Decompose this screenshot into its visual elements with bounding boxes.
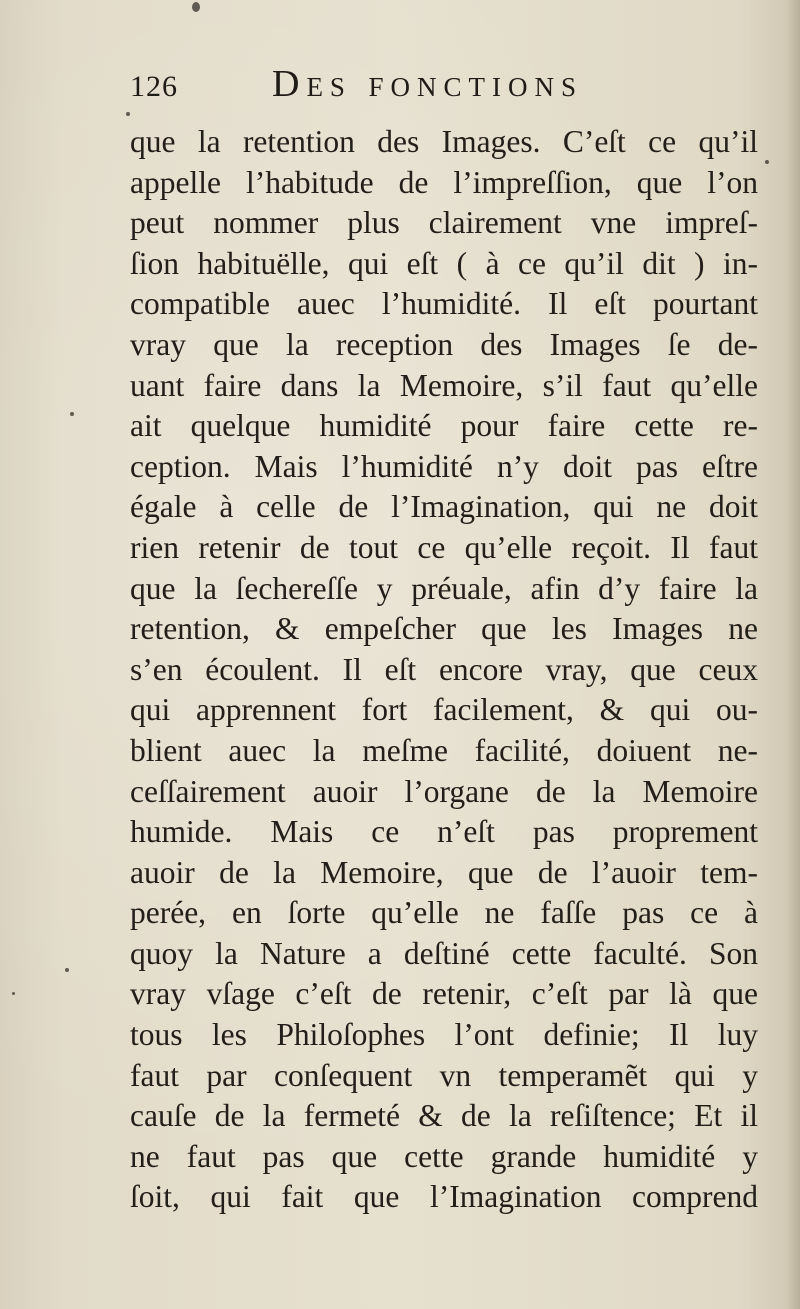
text-line: perée, en ſorte qu’elle ne faſſe pas ce à — [130, 895, 758, 931]
text-line: appelle l’habitude de l’impreſſion, que l’on — [130, 164, 758, 200]
text-line: vray vſage c’eſt de retenir, c’eſt par là que — [130, 976, 758, 1012]
text-line: ſoit, qui fait que l’Imagination comprend — [130, 1179, 758, 1215]
body-text — [130, 122, 758, 1218]
page-edge-shadow — [786, 0, 800, 1309]
text-line: faut par conſequent vn temperamẽt qui y — [130, 1057, 758, 1093]
ink-speck — [126, 112, 130, 116]
text-line: tous les Philoſophes l’ont definie; Il luy — [130, 1017, 758, 1053]
text-line: uant faire dans la Memoire, s’il faut qu’elle — [130, 367, 758, 403]
ink-speck — [192, 2, 200, 12]
text-line: ception. Mais l’humidité n’y doit pas eſtre — [130, 448, 758, 484]
text-line: peut nommer plus clairement vne impreſ- — [130, 205, 758, 241]
text-line: auoir de la Memoire, que de l’auoir tem- — [130, 854, 758, 890]
page-header — [130, 62, 770, 112]
text-line: ceſſairement auoir l’organe de la Memoire — [130, 773, 758, 809]
text-line: compatible auec l’humidité. Il eſt pourtant — [130, 286, 758, 322]
text-line: retention, & empeſcher que les Images ne — [130, 611, 758, 647]
text-line: rien retenir de tout ce qu’elle reçoit. Il faut — [130, 529, 758, 565]
ink-speck — [765, 160, 769, 164]
text-line: qui apprennent fort facilement, & qui ou- — [130, 692, 758, 728]
ink-speck — [65, 968, 69, 972]
text-line: humide. Mais ce n’eſt pas proprement — [130, 814, 758, 850]
text-line: égale à celle de l’Imagination, qui ne doit — [130, 489, 758, 525]
text-line: ſion habituëlle, qui eſt ( à ce qu’il dit ) in- — [130, 245, 758, 281]
ink-speck — [12, 992, 15, 995]
text-line: quoy la Nature a deſtiné cette faculté. Son — [130, 935, 758, 971]
text-line: vray que la reception des Images ſe de- — [130, 326, 758, 362]
running-head: Des fonctions — [272, 63, 583, 105]
text-line: cauſe de la fermeté & de la reſiſtence; Et il — [130, 1098, 758, 1134]
text-line: ne faut pas que cette grande humidité y — [130, 1138, 758, 1174]
text-line: que la retention des Images. C’eſt ce qu’il — [130, 124, 758, 159]
text-line: que la ſechereſſe y préuale, afin d’y faire la — [130, 570, 758, 606]
page-number: 126 — [130, 70, 178, 103]
ink-speck — [70, 412, 74, 416]
text-line: ait quelque humidité pour faire cette re- — [130, 408, 758, 444]
text-line: blient auec la meſme facilité, doiuent ne- — [130, 732, 758, 768]
text-line: s’en écoulent. Il eſt encore vray, que ceux — [130, 651, 758, 687]
